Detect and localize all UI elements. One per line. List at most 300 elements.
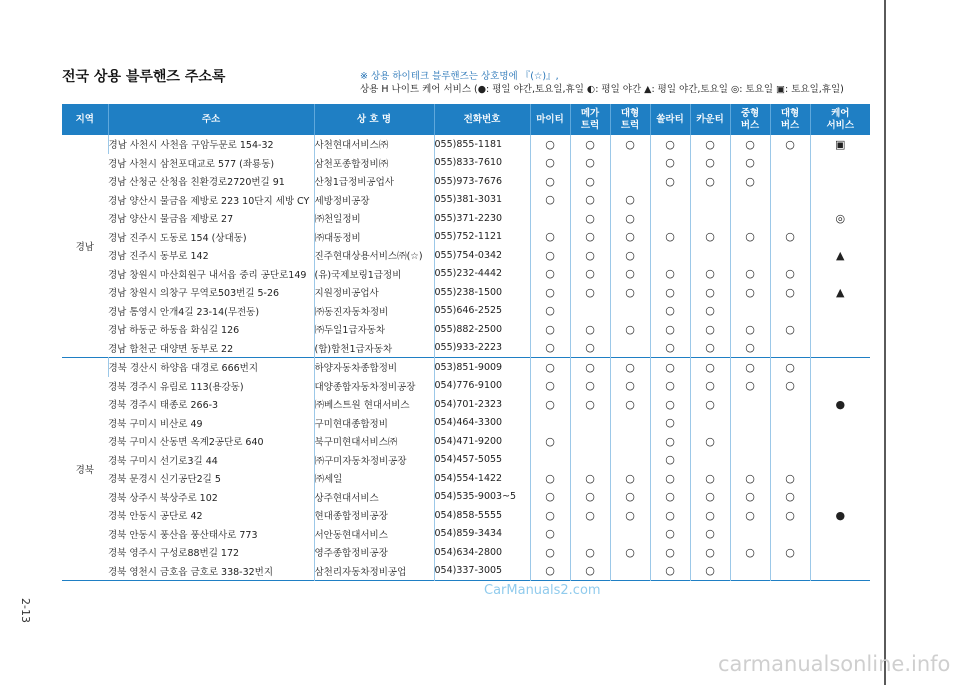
service-mark-cell: ○ — [570, 395, 610, 414]
service-mark-cell: ○ — [770, 469, 810, 488]
service-mark-cell: ○ — [530, 395, 570, 414]
column-header: 마이티 — [530, 104, 570, 135]
service-mark-cell: ○ — [530, 246, 570, 265]
service-mark-cell: ◎ — [810, 209, 870, 228]
phone-cell: 054)337-3005 — [434, 562, 530, 581]
dealer-name-cell: ㈜구미자동차정비공장 — [314, 451, 434, 470]
service-mark-cell: ○ — [690, 339, 730, 358]
column-header: 쏠라티 — [650, 104, 690, 135]
service-mark-cell — [770, 525, 810, 544]
service-mark-cell — [770, 414, 810, 433]
watermark-center: CarManuals2.com — [484, 583, 601, 598]
service-mark-cell: ▣ — [810, 135, 870, 154]
service-mark-cell — [810, 191, 870, 210]
table-row — [62, 488, 870, 507]
service-mark-cell — [690, 191, 730, 210]
table-row — [62, 506, 870, 525]
column-header: 케어 서비스 — [810, 104, 870, 135]
phone-cell: 054)457-5055 — [434, 451, 530, 470]
service-mark-cell — [690, 209, 730, 228]
dealer-name-cell: ㈜천일정비 — [314, 209, 434, 228]
column-header: 상 호 명 — [314, 104, 434, 135]
dealer-name-cell: 사천현대서비스㈜ — [314, 135, 434, 154]
service-mark-cell: ○ — [610, 506, 650, 525]
service-mark-cell: ○ — [650, 358, 690, 377]
table-row — [62, 154, 870, 173]
service-mark-cell: ● — [810, 506, 870, 525]
service-mark-cell: ○ — [530, 543, 570, 562]
table-row — [62, 469, 870, 488]
service-mark-cell: ○ — [690, 228, 730, 247]
table-row — [62, 395, 870, 414]
address-cell: 경남 통영시 안개4길 23-14(무전동) — [108, 306, 260, 318]
watermark-footer: carmanualsonline.info — [718, 652, 951, 676]
service-mark-cell: ○ — [610, 209, 650, 228]
service-mark-cell: ○ — [690, 543, 730, 562]
service-mark-cell: ○ — [530, 172, 570, 191]
service-mark-cell — [810, 469, 870, 488]
service-mark-cell: ▲ — [810, 246, 870, 265]
service-mark-cell: ○ — [570, 469, 610, 488]
service-mark-cell: ○ — [570, 562, 610, 581]
address-cell: 경북 경산시 하양읍 대경로 666번지 — [108, 358, 314, 377]
service-mark-cell: ○ — [650, 302, 690, 321]
address-cell: 경북 안동시 풍산읍 풍산태사로 773 — [108, 529, 258, 541]
service-mark-cell: ○ — [610, 320, 650, 339]
service-mark-cell: ○ — [610, 283, 650, 302]
service-mark-cell — [610, 172, 650, 191]
service-mark-cell — [730, 414, 770, 433]
service-mark-cell: ○ — [570, 506, 610, 525]
service-mark-cell — [530, 209, 570, 228]
dealer-name-cell: 하양자동차종합정비 — [314, 358, 434, 377]
service-mark-cell: ○ — [770, 228, 810, 247]
phone-cell: 054)634-2800 — [434, 543, 530, 562]
service-mark-cell: ○ — [690, 265, 730, 284]
service-mark-cell — [730, 395, 770, 414]
service-mark-cell: ○ — [570, 154, 610, 173]
page-number: 2-13 — [19, 598, 32, 623]
right-edge-rule — [884, 0, 886, 685]
address-cell: 경북 구미시 선기로3길 44 — [108, 455, 218, 467]
service-mark-cell — [610, 562, 650, 581]
service-mark-cell: ○ — [690, 154, 730, 173]
service-mark-cell — [810, 377, 870, 396]
table-row — [62, 562, 870, 581]
service-mark-cell: ○ — [650, 432, 690, 451]
service-mark-cell: ○ — [530, 228, 570, 247]
service-mark-cell: ● — [810, 395, 870, 414]
service-mark-cell: ○ — [650, 172, 690, 191]
service-mark-cell: ○ — [650, 414, 690, 433]
service-mark-cell — [690, 246, 730, 265]
phone-cell: 055)381-3031 — [434, 191, 530, 210]
service-mark-cell: ○ — [690, 320, 730, 339]
service-mark-cell: ○ — [730, 358, 770, 377]
address-cell: 경남 양산시 물금읍 제방로 27 — [108, 214, 234, 226]
service-mark-cell: ○ — [570, 283, 610, 302]
phone-cell: 054)701-2323 — [434, 395, 530, 414]
service-mark-cell: ○ — [730, 172, 770, 191]
phone-cell: 055)232-4442 — [434, 265, 530, 284]
address-cell: 경북 구미시 산동면 옥계2공단로 640 — [108, 437, 264, 449]
service-mark-cell: ○ — [610, 488, 650, 507]
service-mark-cell — [570, 432, 610, 451]
service-mark-cell: ○ — [730, 506, 770, 525]
service-mark-cell — [810, 154, 870, 173]
region-group — [62, 135, 870, 358]
service-mark-cell: ○ — [530, 506, 570, 525]
service-mark-cell: ○ — [570, 172, 610, 191]
service-mark-cell — [770, 339, 810, 358]
service-mark-cell: ○ — [650, 395, 690, 414]
phone-cell: 054)859-3434 — [434, 525, 530, 544]
service-mark-cell: ○ — [530, 320, 570, 339]
table-row — [62, 432, 870, 451]
service-mark-cell: ○ — [690, 525, 730, 544]
service-mark-cell: ○ — [650, 469, 690, 488]
service-mark-cell: ○ — [530, 283, 570, 302]
service-mark-cell — [610, 525, 650, 544]
table-row — [62, 543, 870, 562]
service-mark-cell — [610, 339, 650, 358]
service-mark-cell: ○ — [650, 339, 690, 358]
phone-cell: 055)371-2230 — [434, 209, 530, 228]
phone-cell: 054)471-9200 — [434, 432, 530, 451]
service-mark-cell: ○ — [610, 265, 650, 284]
address-cell: 경남 진주시 도동로 154 (상대동) — [108, 232, 247, 244]
service-mark-cell: ○ — [650, 451, 690, 470]
dealer-name-cell: (유)국제보링1급정비 — [314, 265, 434, 284]
note-line-hitech: ※ 상용 하이테크 블루핸즈는 상호명에 『(☆)』, — [360, 71, 559, 82]
service-mark-cell: ○ — [730, 377, 770, 396]
service-mark-cell: ○ — [610, 135, 650, 154]
service-mark-cell: ○ — [770, 377, 810, 396]
service-mark-cell: ○ — [650, 506, 690, 525]
service-mark-cell — [530, 451, 570, 470]
dealer-name-cell: 삼천포종합정비㈜ — [314, 154, 434, 173]
service-mark-cell — [650, 209, 690, 228]
dealer-address-table — [62, 104, 870, 581]
service-mark-cell: ○ — [530, 488, 570, 507]
service-mark-cell — [770, 302, 810, 321]
table-row — [62, 525, 870, 544]
service-mark-cell — [810, 562, 870, 581]
address-cell: 경남 사천시 사천읍 구암두문로 154-32 — [108, 135, 314, 154]
table-row — [62, 191, 870, 210]
service-mark-cell: ○ — [650, 562, 690, 581]
service-mark-cell: ○ — [610, 191, 650, 210]
table-row — [62, 228, 870, 247]
service-mark-cell: ○ — [570, 209, 610, 228]
service-mark-cell — [650, 191, 690, 210]
table-row — [62, 451, 870, 470]
phone-cell: 054)464-3300 — [434, 414, 530, 433]
service-mark-cell: ○ — [610, 228, 650, 247]
service-mark-cell: ○ — [650, 154, 690, 173]
service-mark-cell — [570, 525, 610, 544]
address-cell: 경남 하동군 하동읍 화심길 126 — [108, 325, 240, 337]
phone-cell: 053)851-9009 — [434, 358, 530, 377]
service-mark-cell: ○ — [570, 135, 610, 154]
service-mark-cell: ○ — [570, 320, 610, 339]
service-mark-cell: ○ — [730, 135, 770, 154]
service-mark-cell: ○ — [770, 358, 810, 377]
phone-cell: 054)535-9003~5 — [434, 488, 530, 507]
service-mark-cell: ○ — [770, 135, 810, 154]
service-mark-cell: ○ — [610, 395, 650, 414]
service-mark-cell — [730, 302, 770, 321]
table-header-row — [62, 104, 870, 135]
service-mark-cell: ○ — [690, 135, 730, 154]
service-mark-cell: ○ — [570, 191, 610, 210]
service-mark-cell — [730, 209, 770, 228]
service-mark-cell: ○ — [610, 543, 650, 562]
service-mark-cell — [810, 228, 870, 247]
table-row — [62, 265, 870, 284]
service-mark-cell — [610, 414, 650, 433]
service-mark-cell — [770, 562, 810, 581]
service-mark-cell: ○ — [770, 488, 810, 507]
dealer-name-cell: (합)합천1급자동차 — [314, 339, 434, 358]
dealer-name-cell: 북구미현대서비스㈜ — [314, 432, 434, 451]
phone-cell: 055)855-1181 — [434, 135, 530, 154]
service-mark-cell — [770, 451, 810, 470]
address-cell: 경북 안동시 공단로 42 — [108, 511, 203, 523]
service-mark-cell — [650, 246, 690, 265]
service-mark-cell — [810, 358, 870, 377]
table-row — [62, 302, 870, 321]
address-cell: 경북 문경시 신기공단2길 5 — [108, 474, 221, 486]
service-mark-cell: ○ — [730, 154, 770, 173]
column-header: 지역 — [62, 104, 108, 135]
table-row — [62, 283, 870, 302]
service-mark-cell: ○ — [530, 191, 570, 210]
table-row — [62, 209, 870, 228]
service-mark-cell: ○ — [610, 358, 650, 377]
table-row — [62, 320, 870, 339]
service-mark-cell: ○ — [730, 339, 770, 358]
service-mark-cell — [690, 414, 730, 433]
service-mark-cell — [570, 302, 610, 321]
service-mark-cell — [770, 172, 810, 191]
address-cell: 경남 창원시 의창구 무역로503번길 5-26 — [108, 288, 280, 300]
service-mark-cell: ○ — [530, 302, 570, 321]
service-mark-cell: ○ — [730, 543, 770, 562]
service-mark-cell: ○ — [690, 506, 730, 525]
service-mark-cell: ○ — [650, 488, 690, 507]
service-mark-cell: ○ — [570, 543, 610, 562]
service-mark-cell — [570, 451, 610, 470]
address-cell: 경북 경주시 태종로 266-3 — [108, 400, 219, 412]
service-mark-cell — [770, 395, 810, 414]
address-cell: 경남 양산시 물금읍 제방로 223 10단지 세방 CY — [108, 195, 310, 207]
service-mark-cell: ○ — [690, 488, 730, 507]
service-mark-cell — [810, 414, 870, 433]
table-row — [62, 135, 870, 154]
service-mark-cell: ○ — [730, 469, 770, 488]
service-mark-cell: ○ — [530, 135, 570, 154]
service-mark-cell — [810, 339, 870, 358]
service-mark-cell: ○ — [610, 377, 650, 396]
dealer-name-cell: ㈜대동정비 — [314, 228, 434, 247]
dealer-name-cell: 현대종합정비공장 — [314, 506, 434, 525]
service-mark-cell: ○ — [530, 154, 570, 173]
service-mark-cell: ○ — [530, 525, 570, 544]
column-header: 대형 버스 — [770, 104, 810, 135]
phone-cell: 054)554-1422 — [434, 469, 530, 488]
service-mark-cell — [810, 488, 870, 507]
service-mark-cell: ○ — [770, 320, 810, 339]
region-cell: 경남 — [75, 242, 94, 253]
service-mark-cell: ○ — [650, 265, 690, 284]
service-mark-cell: ○ — [530, 469, 570, 488]
phone-cell: 055)754-0342 — [434, 246, 530, 265]
address-cell: 경북 영천시 금호읍 금호로 338-32번지 — [108, 566, 274, 578]
service-mark-cell: ○ — [530, 562, 570, 581]
phone-cell: 055)973-7676 — [434, 172, 530, 191]
service-mark-cell: ○ — [530, 432, 570, 451]
service-mark-cell — [810, 451, 870, 470]
service-mark-cell — [730, 525, 770, 544]
address-cell: 경남 창원시 마산회원구 내서읍 중리 공단로149 — [108, 269, 307, 281]
address-cell: 경북 상주시 북상주로 102 — [108, 492, 218, 504]
table-row — [62, 172, 870, 191]
phone-cell: 055)238-1500 — [434, 283, 530, 302]
service-mark-cell: ○ — [690, 377, 730, 396]
service-mark-cell: ▲ — [810, 283, 870, 302]
column-header: 중형 버스 — [730, 104, 770, 135]
dealer-name-cell: 세방정비공장 — [314, 191, 434, 210]
phone-cell: 055)833-7610 — [434, 154, 530, 173]
page-title: 전국 상용 블루핸즈 주소록 — [62, 69, 226, 85]
service-mark-cell — [730, 562, 770, 581]
service-mark-cell: ○ — [530, 339, 570, 358]
service-mark-cell: ○ — [570, 246, 610, 265]
service-mark-cell: ○ — [610, 246, 650, 265]
service-mark-cell — [570, 414, 610, 433]
service-mark-cell: ○ — [690, 172, 730, 191]
service-mark-cell: ○ — [690, 395, 730, 414]
dealer-name-cell: 진주현대상용서비스㈜(☆) — [314, 246, 434, 265]
region-cell: 경북 — [75, 465, 94, 476]
table-row — [62, 339, 870, 358]
dealer-name-cell: 산청1급정비공업사 — [314, 172, 434, 191]
column-header: 메가 트럭 — [570, 104, 610, 135]
dealer-name-cell: 구미현대종합정비 — [314, 414, 434, 433]
service-mark-cell: ○ — [770, 283, 810, 302]
dealer-name-cell: ㈜베스트원 현대서비스 — [314, 395, 434, 414]
service-mark-cell: ○ — [650, 135, 690, 154]
service-mark-cell — [770, 432, 810, 451]
note-line-night-care: 상용 H 나이트 케어 서비스 (●: 평일 야간,토요일,휴일 ◐: 평일 야간 ▲: 평일 야간,토요일 ◎: 토요일 ▣: 토요일,휴일) — [360, 84, 844, 95]
service-mark-cell: ○ — [650, 525, 690, 544]
service-mark-cell: ○ — [650, 228, 690, 247]
column-header: 전화번호 — [434, 104, 530, 135]
service-mark-cell — [610, 451, 650, 470]
service-mark-cell: ○ — [530, 358, 570, 377]
region-group — [62, 358, 870, 581]
dealer-name-cell: 대양종합자동차정비공장 — [314, 377, 434, 396]
service-mark-cell: ○ — [690, 432, 730, 451]
dealer-name-cell: 서안동현대서비스 — [314, 525, 434, 544]
address-cell: 경남 사천시 삼천포대교로 577 (좌룡동) — [108, 158, 275, 170]
service-mark-cell: ○ — [730, 265, 770, 284]
dealer-name-cell: 지원정비공업사 — [314, 283, 434, 302]
service-mark-cell — [770, 246, 810, 265]
service-mark-cell — [810, 432, 870, 451]
service-mark-cell — [770, 154, 810, 173]
service-mark-cell — [610, 432, 650, 451]
dealer-name-cell: ㈜동진자동차정비 — [314, 302, 434, 321]
service-mark-cell — [730, 432, 770, 451]
address-cell: 경북 영주시 구성로88번길 172 — [108, 548, 240, 560]
service-mark-cell: ○ — [730, 228, 770, 247]
service-mark-cell — [810, 543, 870, 562]
service-mark-cell: ○ — [690, 283, 730, 302]
phone-cell: 055)882-2500 — [434, 320, 530, 339]
service-mark-cell: ○ — [690, 469, 730, 488]
service-mark-cell — [610, 154, 650, 173]
column-header: 주소 — [108, 104, 314, 135]
dealer-name-cell: 삼천리자동차정비공업 — [314, 562, 434, 581]
phone-cell: 055)646-2525 — [434, 302, 530, 321]
service-mark-cell — [810, 525, 870, 544]
service-mark-cell: ○ — [650, 543, 690, 562]
service-mark-cell — [770, 209, 810, 228]
phone-cell: 055)752-1121 — [434, 228, 530, 247]
service-mark-cell: ○ — [570, 228, 610, 247]
dealer-name-cell: ㈜두일1급자동차 — [314, 320, 434, 339]
legend-note — [360, 70, 844, 96]
service-mark-cell: ○ — [530, 265, 570, 284]
column-header: 카운티 — [690, 104, 730, 135]
service-mark-cell: ○ — [770, 506, 810, 525]
service-mark-cell — [810, 172, 870, 191]
address-cell: 경남 산청군 산청읍 친환경로2720번길 91 — [108, 177, 285, 189]
service-mark-cell: ○ — [570, 339, 610, 358]
dealer-name-cell: 상주현대서비스 — [314, 488, 434, 507]
service-mark-cell: ○ — [650, 377, 690, 396]
address-cell: 경남 진주시 동부로 142 — [108, 251, 209, 263]
service-mark-cell: ○ — [650, 283, 690, 302]
service-mark-cell: ○ — [570, 265, 610, 284]
service-mark-cell: ○ — [570, 488, 610, 507]
dealer-name-cell: ㈜세일 — [314, 469, 434, 488]
service-mark-cell: ○ — [690, 302, 730, 321]
service-mark-cell: ○ — [730, 488, 770, 507]
service-mark-cell — [730, 246, 770, 265]
service-mark-cell: ○ — [690, 562, 730, 581]
service-mark-cell: ○ — [730, 320, 770, 339]
service-mark-cell: ○ — [650, 320, 690, 339]
service-mark-cell — [770, 191, 810, 210]
table-row — [62, 246, 870, 265]
table-row — [62, 358, 870, 377]
column-header: 대형 트럭 — [610, 104, 650, 135]
table-row — [62, 414, 870, 433]
service-mark-cell: ○ — [770, 265, 810, 284]
dealer-name-cell: 영주종합정비공장 — [314, 543, 434, 562]
service-mark-cell: ○ — [610, 469, 650, 488]
service-mark-cell: ○ — [570, 377, 610, 396]
service-mark-cell — [730, 191, 770, 210]
address-cell: 경북 구미시 비산로 49 — [108, 418, 203, 430]
service-mark-cell: ○ — [770, 543, 810, 562]
service-mark-cell — [530, 414, 570, 433]
phone-cell: 054)776-9100 — [434, 377, 530, 396]
phone-cell: 054)858-5555 — [434, 506, 530, 525]
